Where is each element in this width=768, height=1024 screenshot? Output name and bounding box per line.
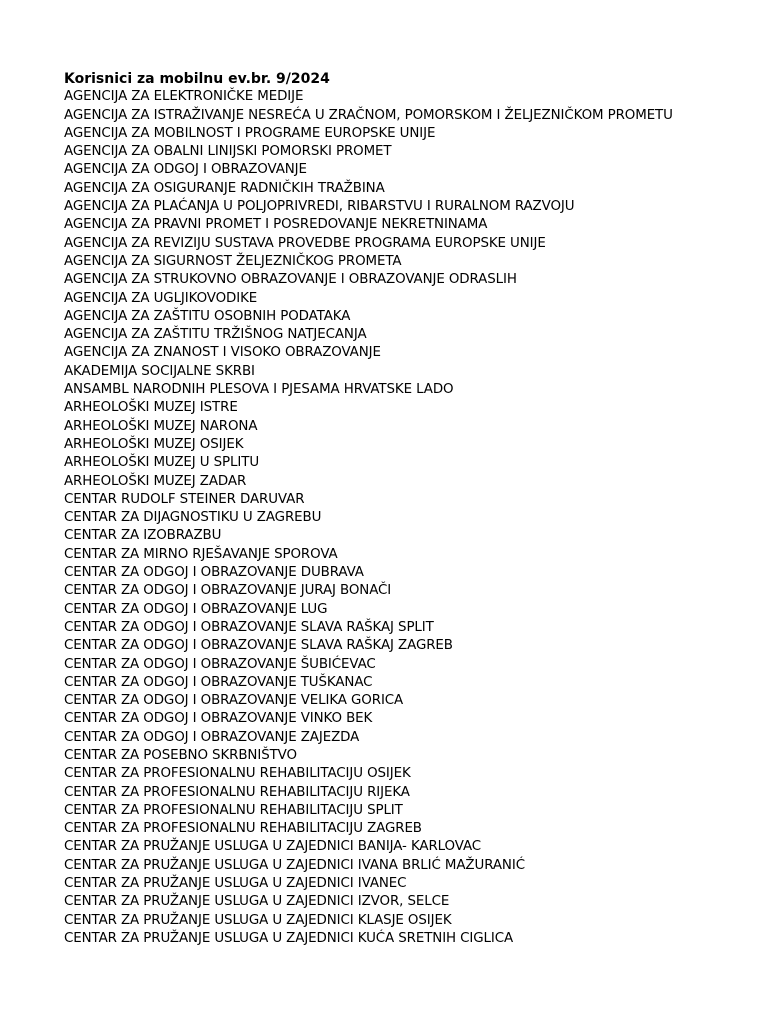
list-item: CENTAR ZA PRUŽANJE USLUGA U ZAJEDNICI KLASJE OSIJEK: [64, 912, 452, 928]
list-item: AGENCIJA ZA STRUKOVNO OBRAZOVANJE I OBRAZOVANJE ODRASLIH: [64, 272, 517, 288]
list-item: CENTAR ZA PROFESIONALNU REHABILITACIJU ZAGREB: [64, 821, 422, 837]
list-item: AGENCIJA ZA MOBILNOST I PROGRAME EUROPSKE UNIJE: [64, 125, 436, 141]
list-item: ARHEOLOŠKI MUZEJ U SPLITU: [64, 455, 260, 471]
list-item: AGENCIJA ZA ISTRAŽIVANJE NESREĆA U ZRAČNOM, POMORSKOM I ŽELJEZNIČKOM PROMETU: [64, 107, 673, 123]
list-item: CENTAR ZA ODGOJ I OBRAZOVANJE SLAVA RAŠKAJ SPLIT: [64, 619, 434, 635]
list-item: AGENCIJA ZA REVIZIJU SUSTAVA PROVEDBE PROGRAMA EUROPSKE UNIJE: [64, 235, 546, 251]
list-item: CENTAR ZA ODGOJ I OBRAZOVANJE VINKO BEK: [64, 711, 373, 727]
list-item: CENTAR ZA ODGOJ I OBRAZOVANJE ŠUBIĆEVAC: [64, 656, 376, 672]
list-item: CENTAR ZA POSEBNO SKRBNIŠTVO: [64, 747, 297, 763]
list-item: AGENCIJA ZA ELEKTRONIČKE MEDIJE: [64, 89, 304, 105]
list-item: CENTAR ZA PRUŽANJE USLUGA U ZAJEDNICI KUĆA SRETNIH CIGLICA: [64, 930, 514, 946]
list-item: AGENCIJA ZA OBALNI LINIJSKI POMORSKI PROMET: [64, 144, 392, 160]
list-item: AKADEMIJA SOCIJALNE SKRBI: [64, 363, 255, 379]
document-title: Korisnici za mobilnu ev.br. 9/2024: [64, 71, 330, 87]
list-item: AGENCIJA ZA ZAŠTITU TRŽIŠNOG NATJECANJA: [64, 327, 367, 343]
list-item: CENTAR RUDOLF STEINER DARUVAR: [64, 491, 305, 507]
list-item: CENTAR ZA ODGOJ I OBRAZOVANJE VELIKA GORICA: [64, 693, 404, 709]
list-item: CENTAR ZA PRUŽANJE USLUGA U ZAJEDNICI IVANA BRLIĆ MAŽURANIĆ: [64, 857, 525, 873]
list-item: ARHEOLOŠKI MUZEJ ISTRE: [64, 400, 238, 416]
list-item: CENTAR ZA ODGOJ I OBRAZOVANJE TUŠKANAC: [64, 674, 373, 690]
list-item: CENTAR ZA PROFESIONALNU REHABILITACIJU OSIJEK: [64, 766, 411, 782]
list-item: CENTAR ZA MIRNO RJEŠAVANJE SPOROVA: [64, 546, 338, 562]
entry-list: [64, 88, 764, 948]
document-page: [64, 70, 764, 948]
list-item: AGENCIJA ZA ZNANOST I VISOKO OBRAZOVANJE: [64, 345, 381, 361]
list-item: ARHEOLOŠKI MUZEJ ZADAR: [64, 473, 247, 489]
list-item: AGENCIJA ZA SIGURNOST ŽELJEZNIČKOG PROMETA: [64, 253, 402, 269]
list-item: ANSAMBL NARODNIH PLESOVA I PJESAMA HRVATSKE LADO: [64, 382, 454, 398]
list-item: AGENCIJA ZA OSIGURANJE RADNIČKIH TRAŽBINA: [64, 180, 385, 196]
list-item: CENTAR ZA DIJAGNOSTIKU U ZAGREBU: [64, 510, 322, 526]
list-item: CENTAR ZA PRUŽANJE USLUGA U ZAJEDNICI BANIJA- KARLOVAC: [64, 839, 482, 855]
list-item: CENTAR ZA PROFESIONALNU REHABILITACIJU SPLIT: [64, 802, 403, 818]
list-item: CENTAR ZA ODGOJ I OBRAZOVANJE JURAJ BONAČI: [64, 583, 392, 599]
list-item: CENTAR ZA PRUŽANJE USLUGA U ZAJEDNICI IZVOR, SELCE: [64, 894, 450, 910]
list-item: AGENCIJA ZA ODGOJ I OBRAZOVANJE: [64, 162, 307, 178]
list-item: CENTAR ZA ODGOJ I OBRAZOVANJE LUG: [64, 601, 328, 617]
list-item: AGENCIJA ZA UGLJIKOVODIKE: [64, 290, 258, 306]
list-item: CENTAR ZA ODGOJ I OBRAZOVANJE DUBRAVA: [64, 565, 364, 581]
list-item: AGENCIJA ZA ZAŠTITU OSOBNIH PODATAKA: [64, 308, 351, 324]
list-item: AGENCIJA ZA PRAVNI PROMET I POSREDOVANJE NEKRETNINAMA: [64, 217, 488, 233]
list-item: CENTAR ZA PROFESIONALNU REHABILITACIJU RIJEKA: [64, 784, 410, 800]
list-item: CENTAR ZA IZOBRAZBU: [64, 528, 222, 544]
list-item: AGENCIJA ZA PLAĆANJA U POLJOPRIVREDI, RIBARSTVU I RURALNOM RAZVOJU: [64, 199, 575, 215]
list-item: CENTAR ZA ODGOJ I OBRAZOVANJE SLAVA RAŠKAJ ZAGREB: [64, 638, 453, 654]
list-item: ARHEOLOŠKI MUZEJ OSIJEK: [64, 436, 244, 452]
list-item: ARHEOLOŠKI MUZEJ NARONA: [64, 418, 258, 434]
list-item: CENTAR ZA PRUŽANJE USLUGA U ZAJEDNICI IVANEC: [64, 876, 407, 892]
list-item: CENTAR ZA ODGOJ I OBRAZOVANJE ZAJEZDA: [64, 729, 360, 745]
